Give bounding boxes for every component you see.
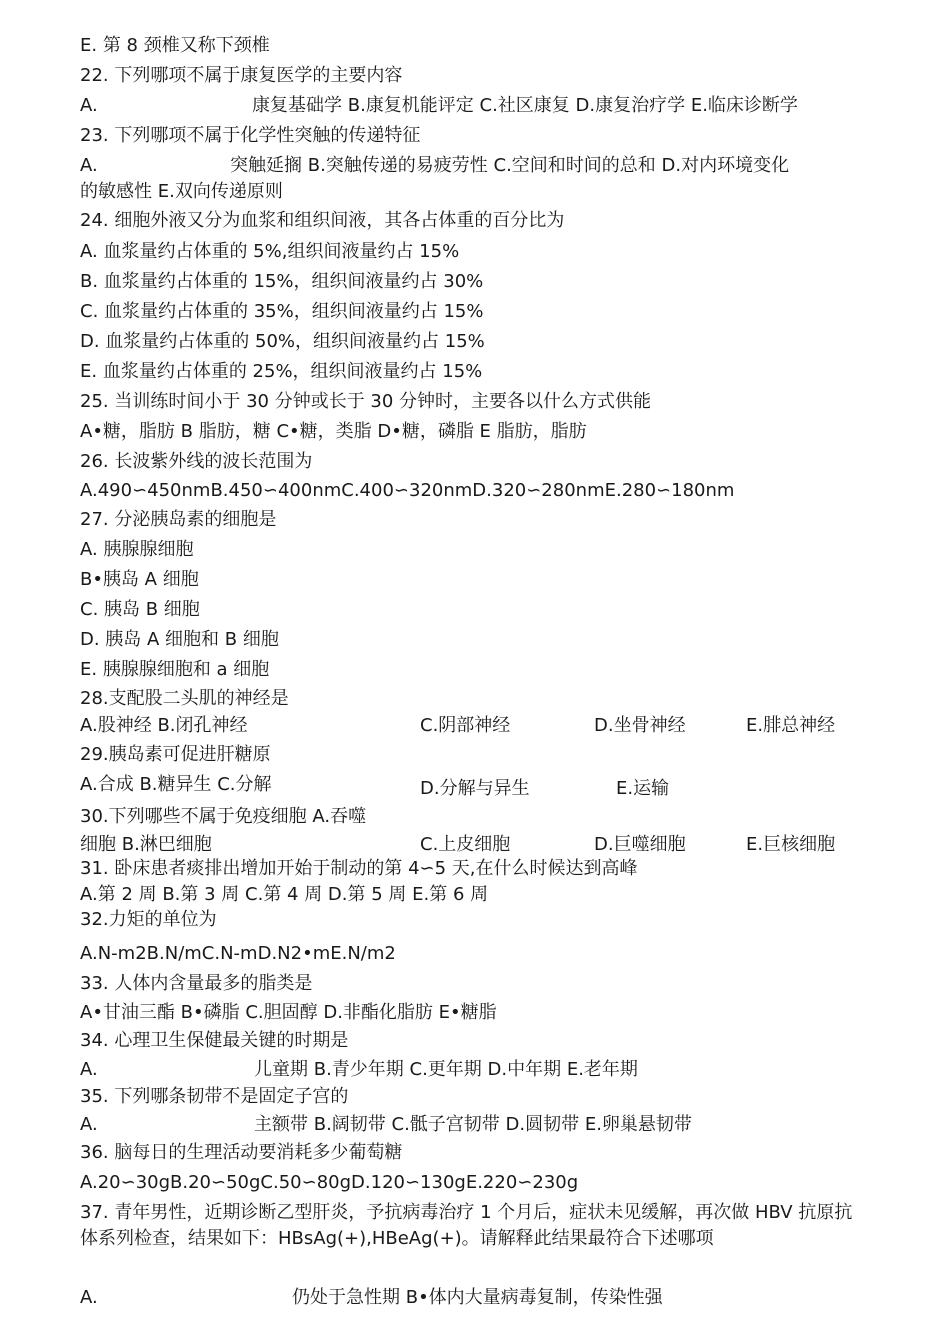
option-d: D. 血浆量约占体重的 50%，组织间液量约占 15%: [80, 331, 485, 352]
options-text: 仍处于急性期 B•体内大量病毒复制，传染性强: [292, 1287, 663, 1308]
option-c: C. 血浆量约占体重的 35%，组织间液量约占 15%: [80, 301, 484, 322]
question-34: 34. 心理卫生保健最关键的时期是: [80, 1030, 349, 1051]
options-text: 的敏感性 E.双向传递原则: [80, 181, 283, 202]
option-abc: A.合成 B.糖异生 C.分解: [80, 774, 272, 795]
option-b: B. 血浆量约占体重的 15%，组织间液量约占 30%: [80, 271, 484, 292]
question-26: 26. 长波紫外线的波长范围为: [80, 451, 313, 472]
options-text: A.第 2 周 B.第 3 周 C.第 4 周 D.第 5 周 E.第 6 周: [80, 884, 489, 905]
options-text: 主额带 B.阔韧带 C.骶子宫韧带 D.圆韧带 E.卵巢悬韧带: [254, 1114, 692, 1135]
option-e: E.巨核细胞: [746, 834, 836, 855]
option-e: E. 胰腺腺细胞和 a 细胞: [80, 659, 270, 680]
options-text: A.N-m2B.N/mC.N-mD.N2•mE.N/m2: [80, 943, 396, 964]
question-35: 35. 下列哪条韧带不是固定子宫的: [80, 1086, 349, 1107]
option-e: E.运输: [616, 778, 670, 799]
options-text: 康复基础学 B.康复机能评定 C.社区康复 D.康复治疗学 E.临床诊断学: [252, 95, 798, 116]
options-text: A•糖，脂肪 B 脂肪，糖 C•糖，类脂 D•糖，磷脂 E 脂肪，脂肪: [80, 421, 587, 442]
question-33: 33. 人体内含量最多的脂类是: [80, 973, 313, 994]
option-a: A. 胰腺腺细胞: [80, 539, 194, 560]
question-37: 37. 青年男性，近期诊断乙型肝炎，予抗病毒治疗 1 个月后，症状未见缓解，再次做 HBV 抗原抗体系列检查，结果如下：HBsAg(+),HBeAg(+)。请解释此结果最符合下述哪项: [80, 1202, 853, 1249]
question-22: 22. 下列哪项不属于康复医学的主要内容: [80, 65, 403, 86]
option-ab: A.股神经 B.闭孔神经: [80, 715, 248, 736]
option-c: C.上皮细胞: [420, 834, 511, 855]
option-label: A.: [80, 1059, 98, 1080]
question-30: 30.下列哪些不属于免疫细胞 A.吞噬: [80, 806, 367, 827]
option-d: D.分解与异生: [420, 778, 530, 799]
question-29: 29.胰岛素可促进肝糖原: [80, 744, 271, 765]
question-32: 32.力矩的单位为: [80, 909, 217, 930]
option-e: E. 血浆量约占体重的 25%，组织间液量约占 15%: [80, 361, 483, 382]
question-25: 25. 当训练时间小于 30 分钟或长于 30 分钟时，主要各以什么方式供能: [80, 391, 652, 412]
option-c: C. 胰岛 B 细胞: [80, 599, 200, 620]
question-28: 28.支配股二头肌的神经是: [80, 688, 289, 709]
question-36: 36. 脑每日的生理活动要消耗多少葡萄糖: [80, 1142, 403, 1163]
text-line: E. 第 8 颈椎又称下颈椎: [80, 35, 270, 56]
options-text: 儿童期 B.青少年期 C.更年期 D.中年期 E.老年期: [254, 1059, 638, 1080]
question-27: 27. 分泌胰岛素的细胞是: [80, 509, 277, 530]
question-24: 24. 细胞外液又分为血浆和组织间液，其各占体重的百分比为: [80, 210, 565, 231]
question-31: 31. 卧床患者痰排出增加开始于制动的第 4∽5 天,在什么时候达到高峰: [80, 858, 638, 879]
option-label: A.: [80, 1114, 98, 1135]
option-label: A.: [80, 95, 98, 116]
options-text: 突触延搁 B.突触传递的易疲劳性 C.空间和时间的总和 D.对内环境变化: [230, 155, 790, 176]
option-d: D.巨噬细胞: [594, 834, 686, 855]
options-text: A.20∽30gB.20∽50gC.50∽80gD.120∽130gE.220∽230g: [80, 1172, 579, 1193]
options-text: A•甘油三酯 B•磷脂 C.胆固醇 D.非酯化脂肪 E•糖脂: [80, 1002, 497, 1023]
option-label: A.: [80, 1287, 98, 1308]
option-label: A.: [80, 155, 98, 176]
option-c: C.阴部神经: [420, 715, 511, 736]
option-d: D.坐骨神经: [594, 715, 686, 736]
option-a: A. 血浆量约占体重的 5%,组织间液量约占 15%: [80, 241, 460, 262]
options-text: A.490∽450nmB.450∽400nmC.400∽320nmD.320∽280nmE.280∽180nm: [80, 480, 735, 501]
option-d: D. 胰岛 A 细胞和 B 细胞: [80, 629, 279, 650]
option-ab: 细胞 B.淋巴细胞: [80, 834, 212, 855]
option-e: E.腓总神经: [746, 715, 836, 736]
option-b: B•胰岛 A 细胞: [80, 569, 199, 590]
question-23: 23. 下列哪项不属于化学性突触的传递特征: [80, 125, 421, 146]
